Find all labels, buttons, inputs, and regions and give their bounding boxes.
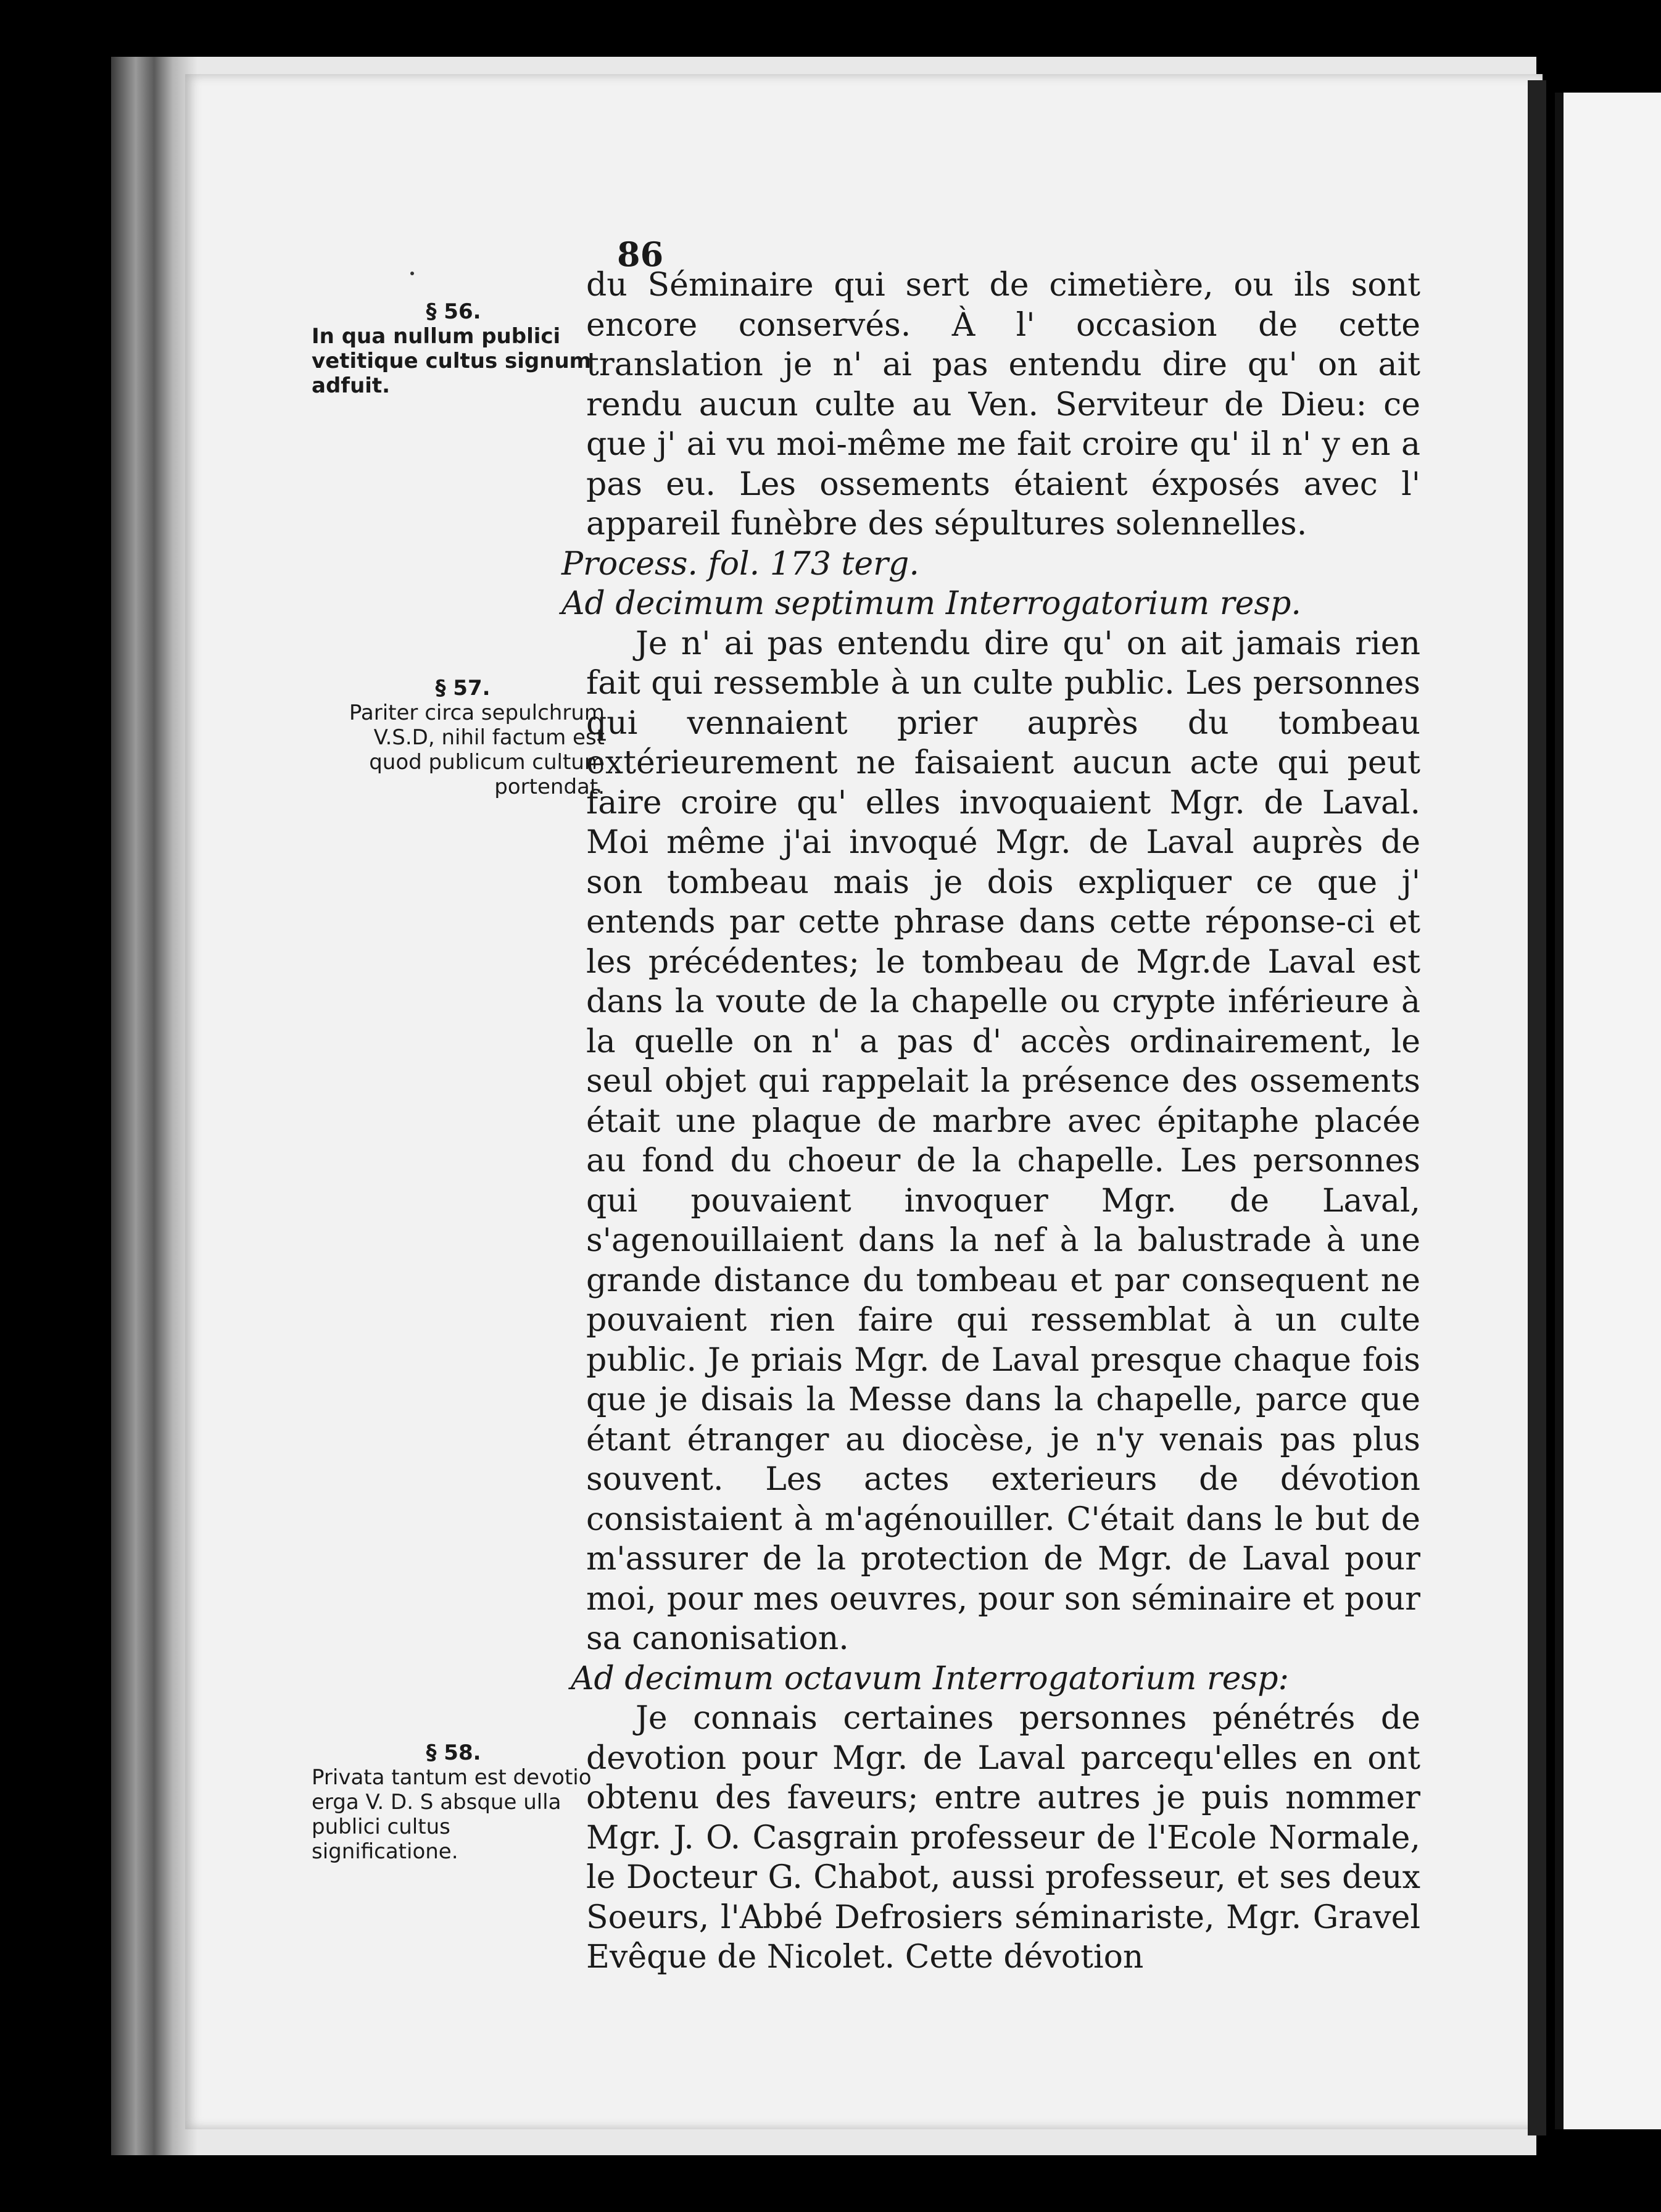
citation-line: Process. fol. 173 terg. [561, 545, 919, 583]
paragraph-continuation: du Séminaire qui sert de cimetière, ou ils sont encore conservés. À l' occasion de cette translation je n' ai pas entendu dire qu' on ait rendu aucun culte au Ven. Serviteur de Dieu: ce que j' ai vu moi-même me fait croire qu' il n' y en a pas eu. Les ossements étaient éxposés avec l' appareil funèbre des sépultures solennelles. [586, 267, 1420, 543]
gutter-shadow [1528, 80, 1546, 2135]
marginal-note-58 [312, 1740, 595, 1864]
marginal-note-56 [312, 299, 595, 398]
answer-paragraph-18: Je connais certaines personnes pénétrés de devotion pour Mgr. de Laval parcequ'elles en ont obtenu des faveurs; entre autres je puis nommer Mgr. J. O. Casgrain professeur de l'Ecole Normale, le Docteur G. Chabot, aussi professeur, et ses deux Soeurs, l'Abbé Defrosiers séminariste, Mgr. Gravel Evêque de Nicolet. Cette dévotion [586, 1700, 1420, 1976]
marginal-note-text: Privata tantum est devotio erga V. D. S absque ulla publici cultus significatione. [312, 1765, 592, 1864]
page-number: 86 [617, 235, 664, 274]
marginal-note-57 [321, 676, 605, 799]
marginal-section-number: § 57. [435, 676, 491, 701]
marginal-note-text: Pariter circa sepulchrum V.S.D, nihil factum est quod publicum cultum portendat. [349, 701, 605, 799]
interrogatory-heading-18: Ad decimum octavum Interrogatorium resp: [571, 1660, 1290, 1697]
facing-page [1555, 93, 1661, 2129]
marginal-section-number: § 56. [426, 299, 481, 324]
interrogatory-heading-17: Ad decimum septimum Interrogatorium resp. [561, 585, 1301, 622]
answer-paragraph-17: Je n' ai pas entendu dire qu' on ait jamais rien fait qui ressemble à un culte public. Les personnes qui vennaient prier auprès du tombeau extérieurement ne faisaient aucun acte qui peut faire croire qu' elles invoquaient Mgr. de Laval. Moi même j'ai invoqué Mgr. de Laval auprès de son tombeau mais je dois expliquer ce que j' entends par cette phrase dans cette réponse-ci et les précédentes; le tombeau de Mgr.de Laval est dans la voute de la chapelle ou crypte inférieure à la quelle on n' a pas d' accès ordinairement, le seul objet qui rappelait la présence des ossements était une plaque de marbre avec épitaphe placée au fond du choeur de la chapelle. Les personnes qui pouvaient invoquer Mgr. de Laval, s'agenouillaient dans la nef à la balustrade à une grande distance du tombeau et par consequent ne pouvaient rien faire qui ressemblat à un culte public. Je priais Mgr. de Laval presque chaque fois que je disais la Messe dans la chapelle, parce que étant étranger au diocèse, je n'y venais pas plus souvent. Les actes exterieurs de dévotion consistaient à m'agénouiller. C'était dans le but de m'assurer de la protection de Mgr. de Laval pour moi, pour mes oeuvres, pour son séminaire et pour sa canonisation. [586, 625, 1420, 1657]
main-text-column [561, 265, 1420, 1977]
marginal-note-text: In qua nullum publici vetitique cultus signum adfuit. [312, 324, 592, 398]
ink-speck [410, 272, 414, 275]
marginal-section-number: § 58. [426, 1740, 481, 1765]
